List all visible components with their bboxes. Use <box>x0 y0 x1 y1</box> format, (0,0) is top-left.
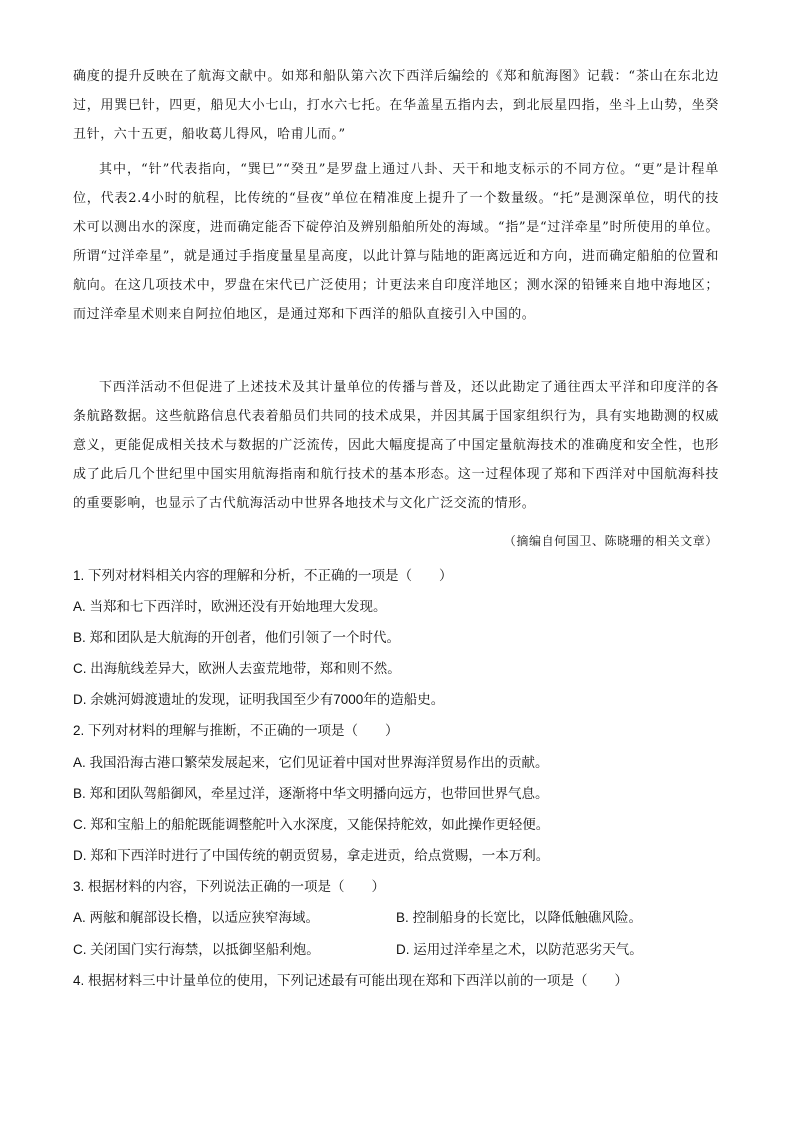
question-1-option-c: C. 出海航线差异大，欧洲人去蛮荒地带，郑和则不然。 <box>73 661 401 676</box>
passage-paragraph-3: 下西洋活动不但促进了上述技术及其计量单位的传播与普及，还以此勘定了通往西太平洋和印度洋的各条航路数据。这些航路信息代表着船员们共同的技术成果，并因其属于国家组织行为，具有实地勘测的权威意义，更能促成相关技术与数据的广泛流传，因此大幅度提高了中国定量航海技术的准确度和安全性，也形成了此后几个世纪里中国实用航海指南和航行技术的基本形态。这一过程体现了郑和下西洋对中国航海科技的重要影响，也显示了古代航海活动中世界各地技术与文化广泛交流的情形。 <box>73 380 719 511</box>
question-3-stem: 3. 根据材料的内容，下列说法正确的一项是（ ） <box>73 879 386 894</box>
passage-source: （摘编自何国卫、陈晓珊的相关文章） <box>503 534 718 548</box>
question-2-option-b: B. 郑和团队驾船御风，牵星过洋，逐渐将中华文明播向远方，也带回世界气息。 <box>73 786 549 801</box>
question-4-stem: 4. 根据材料三中计量单位的使用，下列记述最有可能出现在郑和下西洋以前的一项是（ ） <box>73 973 629 988</box>
question-3-option-a: A. 两舷和艉部设长橹，以适应狭窄海域。 <box>73 910 320 925</box>
question-2-option-a: A. 我国沿海古港口繁荣发展起来，它们见证着中国对世界海洋贸易作出的贡献。 <box>73 755 549 770</box>
passage-paragraph-2: 其中，“针”代表指向，“巽巳”“癸丑”是罗盘上通过八卦、天干和地支标示的不同方位。“更”是计程单位，代表2.4小时的航程，比传统的“昼夜”单位在精准度上提升了一个数量级。“托”是测深单位，明代的技术可以测出水的深度，进而确定能否下碇停泊及辨别船舶所处的海域。“指”是“过洋牵星”时所使用的单位。所谓“过洋牵星”，就是通过手指度量星星高度，以此计算与陆地的距离远近和方向，进而确定船舶的位置和航向。在这几项技术中，罗盘在宋代已广泛使用；计更法来自印度洋地区；测水深的铅锤来自地中海地区；而过洋牵星术则来自阿拉伯地区，是通过郑和下西洋的船队直接引入中国的。 <box>73 162 719 322</box>
question-3-option-b: B. 控制船身的长宽比，以降低触礁风险。 <box>396 910 643 925</box>
question-2-option-d: D. 郑和下西洋时进行了中国传统的朝贡贸易，拿走进贡，给点赏赐，一本万利。 <box>73 848 550 863</box>
question-2-stem: 2. 下列对材料的理解与推断，不正确的一项是（ ） <box>73 723 399 738</box>
question-1-option-a: A. 当郑和七下西洋时，欧洲还没有开始地理大发现。 <box>73 599 387 614</box>
question-3-option-d: D. 运用过洋牵星之术，以防范恶劣天气。 <box>396 942 643 957</box>
passage-paragraph-1: 确度的提升反映在了航海文献中。如郑和船队第六次下西洋后编绘的《郑和航海图》记载：“茶山在东北边过，用巽巳针，四更，船见大小七山，打水六七托。在华盖星五指内去，到北辰星四指，坐斗上山势，坐癸丑针，六十五更，船收葛儿得风，哈甫儿而。” <box>73 69 719 142</box>
question-1-option-b: B. 郑和团队是大航海的开创者，他们引领了一个时代。 <box>73 630 401 645</box>
question-2-option-c: C. 郑和宝船上的船舵既能调整舵叶入水深度，又能保持舵效，如此操作更轻便。 <box>73 817 550 832</box>
question-3-option-c: C. 关闭国门实行海禁，以抵御坚船利炮。 <box>73 942 320 957</box>
question-1-stem: 1. 下列对材料相关内容的理解和分析，不正确的一项是（ ） <box>73 568 453 583</box>
question-1-option-d: D. 余姚河姆渡遗址的发现，证明我国至少有7000年的造船史。 <box>73 692 445 707</box>
